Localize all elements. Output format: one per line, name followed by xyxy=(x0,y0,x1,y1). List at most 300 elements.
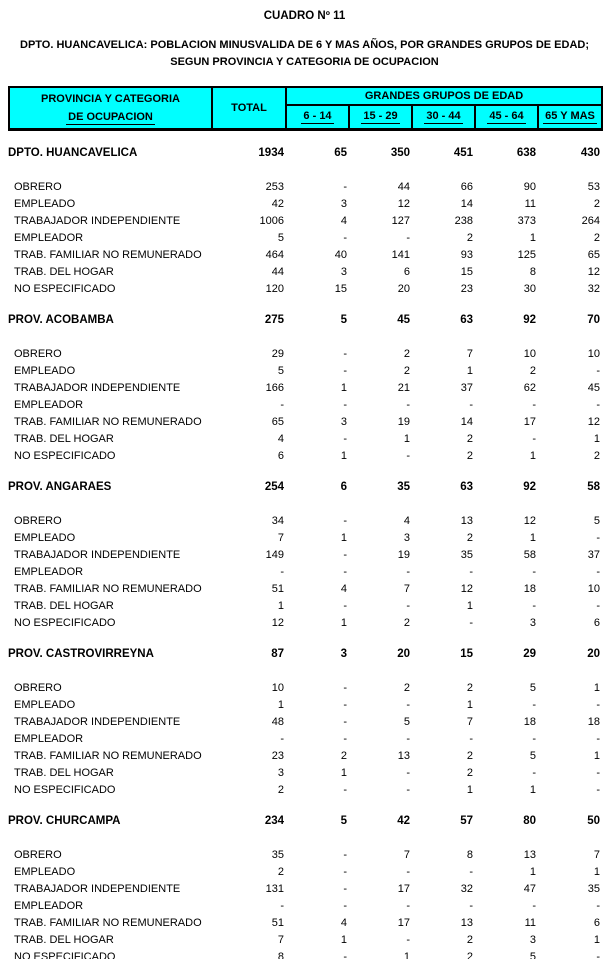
row-value-cell: 47 xyxy=(523,883,536,895)
row-label: NO ESPECIFICADO xyxy=(14,951,116,959)
row-value-cell: - xyxy=(532,433,536,445)
row-value-cell: 1 xyxy=(466,784,473,796)
row-value-cell: 3 xyxy=(529,934,536,946)
table-row xyxy=(8,547,601,564)
block-title-label: PROV. ANGARAES xyxy=(8,481,112,493)
row-value-cell: 1 xyxy=(340,450,347,462)
row-value-cell: 264 xyxy=(581,215,600,227)
row-value-cell: 48 xyxy=(271,716,284,728)
row-value-cell: 3 xyxy=(340,266,347,278)
row-value-cell: 2 xyxy=(403,617,410,629)
row-value-cell: - xyxy=(469,399,473,411)
block-title-row xyxy=(8,646,601,663)
row-value-cell: - xyxy=(406,866,410,878)
row-value-cell: 10 xyxy=(587,583,600,595)
table-row xyxy=(8,179,601,196)
row-value-cell: 1 xyxy=(593,750,600,762)
row-value-cell: 65 xyxy=(271,416,284,428)
row-value-cell: 19 xyxy=(397,416,410,428)
header-cell-age-2 xyxy=(412,105,475,130)
row-value-cell: - xyxy=(343,600,347,612)
row-value-cell: 2 xyxy=(466,532,473,544)
row-value-cell: - xyxy=(343,699,347,711)
row-value-cell: 14 xyxy=(460,416,473,428)
block-title-label: PROV. CHURCAMPA xyxy=(8,815,121,827)
row-value-cell: 45 xyxy=(587,382,600,394)
row-value-cell: 2 xyxy=(340,750,347,762)
row-value-cell: 18 xyxy=(523,716,536,728)
row-value-cell: 90 xyxy=(523,181,536,193)
report-subtitle-line2: SEGUN PROVINCIA Y CATEGORIA DE OCUPACION xyxy=(170,56,439,68)
table-row xyxy=(8,932,601,949)
row-value-cell: 10 xyxy=(271,682,284,694)
row-value-cell: 5 xyxy=(277,365,284,377)
row-value-cell: 7 xyxy=(403,849,410,861)
row-value-cell: - xyxy=(343,399,347,411)
row-label: EMPLEADOR xyxy=(14,733,84,745)
row-value-cell: - xyxy=(596,600,600,612)
row-value-cell: - xyxy=(280,399,284,411)
row-value-cell: 2 xyxy=(277,784,284,796)
row-value-cell: 17 xyxy=(523,416,536,428)
province-block xyxy=(8,646,601,799)
row-value-cell: 12 xyxy=(587,416,600,428)
row-label: EMPLEADOR xyxy=(14,232,84,244)
row-value-cell: 7 xyxy=(277,934,284,946)
table-row xyxy=(8,864,601,881)
block-total-cell: 15 xyxy=(460,648,473,660)
age-group-label: 65 Y MAS xyxy=(545,110,595,122)
row-value-cell: - xyxy=(406,600,410,612)
table-row xyxy=(8,230,601,247)
block-total-cell: 70 xyxy=(587,314,600,326)
row-value-cell: 7 xyxy=(403,583,410,595)
row-value-cell: - xyxy=(343,433,347,445)
block-total-cell: 638 xyxy=(516,147,536,159)
row-value-cell: 1 xyxy=(340,532,347,544)
header-cell-age-0 xyxy=(286,105,349,130)
block-total-cell: 63 xyxy=(460,314,473,326)
row-value-cell: - xyxy=(406,566,410,578)
row-label: OBRERO xyxy=(14,181,62,193)
table-row xyxy=(8,380,601,397)
row-value-cell: 238 xyxy=(454,215,473,227)
block-total-cell: 6 xyxy=(340,481,347,493)
row-value-cell: 5 xyxy=(277,232,284,244)
row-value-cell: - xyxy=(596,900,600,912)
block-total-cell: 65 xyxy=(334,147,347,159)
header-cell-age-1 xyxy=(349,105,412,130)
row-value-cell: 17 xyxy=(397,883,410,895)
row-value-cell: - xyxy=(596,532,600,544)
row-value-cell: 1 xyxy=(466,600,473,612)
row-label: EMPLEADO xyxy=(14,365,76,377)
row-value-cell: 3 xyxy=(340,198,347,210)
table-row xyxy=(8,898,601,915)
table-body xyxy=(8,131,601,959)
row-value-cell: 2 xyxy=(529,365,536,377)
row-value-cell: - xyxy=(406,399,410,411)
block-total-cell: 42 xyxy=(397,815,410,827)
table-row xyxy=(8,414,601,431)
row-value-cell: 2 xyxy=(593,198,600,210)
row-value-cell: 3 xyxy=(277,767,284,779)
row-value-cell: 35 xyxy=(271,849,284,861)
row-value-cell: 2 xyxy=(403,682,410,694)
row-value-cell: 23 xyxy=(460,283,473,295)
row-label: TRAB. DEL HOGAR xyxy=(14,934,114,946)
row-value-cell: - xyxy=(406,934,410,946)
row-value-cell: 44 xyxy=(397,181,410,193)
row-value-cell: - xyxy=(469,617,473,629)
row-value-cell: - xyxy=(469,733,473,745)
block-title-label: PROV. ACOBAMBA xyxy=(8,314,114,326)
row-value-cell: 32 xyxy=(460,883,473,895)
row-value-cell: 13 xyxy=(397,750,410,762)
row-value-cell: 21 xyxy=(397,382,410,394)
row-value-cell: - xyxy=(406,784,410,796)
table-row xyxy=(8,598,601,615)
row-value-cell: - xyxy=(469,566,473,578)
row-value-cell: 18 xyxy=(587,716,600,728)
row-value-cell: - xyxy=(343,733,347,745)
row-value-cell: - xyxy=(596,767,600,779)
row-value-cell: 18 xyxy=(523,583,536,595)
row-value-cell: - xyxy=(406,699,410,711)
block-total-cell: 29 xyxy=(523,648,536,660)
row-value-cell: 5 xyxy=(529,750,536,762)
row-value-cell: 149 xyxy=(265,549,284,561)
row-value-cell: - xyxy=(596,733,600,745)
row-value-cell: 10 xyxy=(587,348,600,360)
block-total-cell: 45 xyxy=(397,314,410,326)
row-label: NO ESPECIFICADO xyxy=(14,617,116,629)
table-row xyxy=(8,346,601,363)
row-label: TRABAJADOR INDEPENDIENTE xyxy=(14,549,181,561)
age-group-label: 30 - 44 xyxy=(426,110,461,122)
row-label: TRABAJADOR INDEPENDIENTE xyxy=(14,382,181,394)
block-total-cell: 58 xyxy=(587,481,600,493)
row-value-cell: 5 xyxy=(529,951,536,959)
row-label: OBRERO xyxy=(14,515,62,527)
block-total-cell: 350 xyxy=(390,147,410,159)
row-value-cell: 66 xyxy=(460,181,473,193)
row-label: EMPLEADOR xyxy=(14,566,84,578)
row-value-cell: - xyxy=(406,450,410,462)
block-total-cell: 234 xyxy=(264,815,284,827)
row-value-cell: 4 xyxy=(277,433,284,445)
row-value-cell: 1 xyxy=(340,934,347,946)
block-total-cell: 5 xyxy=(340,815,347,827)
row-value-cell: 7 xyxy=(466,716,473,728)
row-value-cell: 37 xyxy=(587,549,600,561)
row-value-cell: 17 xyxy=(397,917,410,929)
row-value-cell: - xyxy=(343,951,347,959)
row-value-cell: - xyxy=(343,900,347,912)
row-value-cell: 166 xyxy=(265,382,284,394)
row-value-cell: 2 xyxy=(466,934,473,946)
table-row xyxy=(8,731,601,748)
row-value-cell: - xyxy=(406,232,410,244)
row-value-cell: - xyxy=(343,232,347,244)
header-cell-age-3 xyxy=(475,105,538,130)
block-total-cell: 254 xyxy=(264,481,284,493)
row-value-cell: 7 xyxy=(466,348,473,360)
row-value-cell: - xyxy=(596,699,600,711)
block-spacer xyxy=(8,663,601,680)
block-total-cell: 3 xyxy=(340,648,347,660)
table-row xyxy=(8,247,601,264)
row-value-cell: - xyxy=(596,399,600,411)
row-value-cell: 8 xyxy=(277,951,284,959)
row-value-cell: 141 xyxy=(391,249,410,261)
table-row xyxy=(8,363,601,380)
row-label: TRAB. DEL HOGAR xyxy=(14,266,114,278)
row-value-cell: 13 xyxy=(460,515,473,527)
table-row xyxy=(8,213,601,230)
block-total-cell: 20 xyxy=(587,648,600,660)
row-value-cell: 3 xyxy=(529,617,536,629)
table-row xyxy=(8,530,601,547)
row-value-cell: 12 xyxy=(397,198,410,210)
row-value-cell: - xyxy=(343,866,347,878)
table-row xyxy=(8,697,601,714)
row-label: TRAB. FAMILIAR NO REMUNERADO xyxy=(14,416,202,428)
row-value-cell: 125 xyxy=(517,249,536,261)
row-value-cell: - xyxy=(343,515,347,527)
row-value-cell: 6 xyxy=(403,266,410,278)
row-label: EMPLEADO xyxy=(14,198,76,210)
block-total-cell: 275 xyxy=(264,314,284,326)
row-value-cell: 373 xyxy=(517,215,536,227)
row-value-cell: - xyxy=(469,900,473,912)
row-label: NO ESPECIFICADO xyxy=(14,450,116,462)
block-total-cell: 50 xyxy=(587,815,600,827)
block-title-label: DPTO. HUANCAVELICA xyxy=(8,147,138,159)
table-row xyxy=(8,915,601,932)
block-total-cell: 430 xyxy=(580,147,600,159)
row-value-cell: 1 xyxy=(529,532,536,544)
row-value-cell: 253 xyxy=(265,181,284,193)
row-label: NO ESPECIFICADO xyxy=(14,784,116,796)
block-total-cell: 92 xyxy=(523,481,536,493)
row-value-cell: 7 xyxy=(593,849,600,861)
row-label: EMPLEADO xyxy=(14,532,76,544)
row-value-cell: 2 xyxy=(403,348,410,360)
age-group-label: 15 - 29 xyxy=(363,110,398,122)
block-title-label: PROV. CASTROVIRREYNA xyxy=(8,648,154,660)
block-total-cell: 35 xyxy=(397,481,410,493)
row-value-cell: 1006 xyxy=(259,215,284,227)
table-row xyxy=(8,765,601,782)
header-table xyxy=(8,86,603,131)
row-value-cell: - xyxy=(343,365,347,377)
row-value-cell: - xyxy=(596,784,600,796)
table-row xyxy=(8,513,601,530)
table-row xyxy=(8,281,601,298)
row-value-cell: 12 xyxy=(523,515,536,527)
row-value-cell: 6 xyxy=(277,450,284,462)
row-value-cell: 19 xyxy=(397,549,410,561)
row-value-cell: - xyxy=(343,716,347,728)
row-value-cell: 1 xyxy=(466,365,473,377)
row-label: OBRERO xyxy=(14,682,62,694)
row-value-cell: - xyxy=(532,733,536,745)
row-value-cell: 1 xyxy=(277,699,284,711)
row-value-cell: 1 xyxy=(529,232,536,244)
row-label: TRAB. FAMILIAR NO REMUNERADO xyxy=(14,583,202,595)
row-label: TRAB. DEL HOGAR xyxy=(14,433,114,445)
block-total-cell: 92 xyxy=(523,314,536,326)
row-value-cell: - xyxy=(596,951,600,959)
header-cell-age-4 xyxy=(538,105,602,130)
row-value-cell: - xyxy=(596,365,600,377)
table-row xyxy=(8,264,601,281)
row-value-cell: 2 xyxy=(466,951,473,959)
block-total-cell: 80 xyxy=(523,815,536,827)
block-total-cell: 1934 xyxy=(258,147,284,159)
row-value-cell: 5 xyxy=(403,716,410,728)
row-value-cell: 4 xyxy=(403,515,410,527)
row-value-cell: 127 xyxy=(391,215,410,227)
row-value-cell: - xyxy=(406,733,410,745)
row-value-cell: 58 xyxy=(523,549,536,561)
report-title: CUADRO Nº 11 xyxy=(263,10,346,22)
row-value-cell: - xyxy=(596,566,600,578)
row-value-cell: 37 xyxy=(460,382,473,394)
table-row xyxy=(8,847,601,864)
header-provincia-line1: PROVINCIA Y CATEGORIA xyxy=(41,93,180,105)
block-total-cell: 57 xyxy=(460,815,473,827)
row-value-cell: 1 xyxy=(529,450,536,462)
row-value-cell: 15 xyxy=(460,266,473,278)
row-value-cell: - xyxy=(532,566,536,578)
block-spacer xyxy=(8,496,601,513)
row-value-cell: - xyxy=(280,733,284,745)
table-row xyxy=(8,881,601,898)
table-row xyxy=(8,397,601,414)
row-value-cell: - xyxy=(406,900,410,912)
age-group-label: 45 - 64 xyxy=(489,110,524,122)
row-value-cell: 5 xyxy=(593,515,600,527)
row-value-cell: 4 xyxy=(340,583,347,595)
row-value-cell: 2 xyxy=(593,232,600,244)
table-row xyxy=(8,615,601,632)
row-value-cell: 13 xyxy=(460,917,473,929)
block-title-row xyxy=(8,312,601,329)
row-value-cell: 10 xyxy=(523,348,536,360)
row-value-cell: 2 xyxy=(593,450,600,462)
row-value-cell: 12 xyxy=(587,266,600,278)
row-value-cell: 3 xyxy=(340,416,347,428)
report-subtitle-line1: DPTO. HUANCAVELICA: POBLACION MINUSVALIDA DE 6 Y MAS AÑOS, POR GRANDES GRUPOS DE EDAD; xyxy=(20,39,589,51)
row-value-cell: 1 xyxy=(593,433,600,445)
row-label: OBRERO xyxy=(14,348,62,360)
block-title-row xyxy=(8,479,601,496)
block-title-row xyxy=(8,145,601,162)
row-value-cell: - xyxy=(343,849,347,861)
table-row xyxy=(8,448,601,465)
row-value-cell: 2 xyxy=(466,682,473,694)
row-value-cell: 44 xyxy=(271,266,284,278)
row-value-cell: 29 xyxy=(271,348,284,360)
row-label: TRABAJADOR INDEPENDIENTE xyxy=(14,215,181,227)
row-value-cell: - xyxy=(469,866,473,878)
row-value-cell: 1 xyxy=(529,866,536,878)
row-value-cell: 120 xyxy=(265,283,284,295)
province-block xyxy=(8,479,601,632)
row-label: EMPLEADO xyxy=(14,866,76,878)
block-spacer xyxy=(8,329,601,346)
row-value-cell: 35 xyxy=(587,883,600,895)
row-value-cell: - xyxy=(280,900,284,912)
row-value-cell: - xyxy=(532,699,536,711)
row-label: TRAB. FAMILIAR NO REMUNERADO xyxy=(14,750,202,762)
row-value-cell: 1 xyxy=(593,682,600,694)
row-value-cell: - xyxy=(280,566,284,578)
table-row xyxy=(8,581,601,598)
row-value-cell: 1 xyxy=(340,617,347,629)
row-value-cell: - xyxy=(406,767,410,779)
row-label: TRAB. FAMILIAR NO REMUNERADO xyxy=(14,249,202,261)
block-total-cell: 87 xyxy=(271,648,284,660)
row-value-cell: 13 xyxy=(523,849,536,861)
row-value-cell: 1 xyxy=(529,784,536,796)
row-value-cell: - xyxy=(343,566,347,578)
row-value-cell: - xyxy=(532,399,536,411)
block-spacer xyxy=(8,830,601,847)
row-value-cell: 51 xyxy=(271,917,284,929)
row-value-cell: - xyxy=(532,900,536,912)
block-total-cell: 20 xyxy=(397,648,410,660)
row-value-cell: - xyxy=(532,600,536,612)
row-value-cell: 2 xyxy=(403,365,410,377)
row-value-cell: 464 xyxy=(265,249,284,261)
row-label: OBRERO xyxy=(14,849,62,861)
row-label: EMPLEADO xyxy=(14,699,76,711)
row-value-cell: 1 xyxy=(403,951,410,959)
row-value-cell: 6 xyxy=(593,617,600,629)
row-value-cell: 14 xyxy=(460,198,473,210)
row-value-cell: 30 xyxy=(523,283,536,295)
row-value-cell: - xyxy=(343,181,347,193)
row-label: TRABAJADOR INDEPENDIENTE xyxy=(14,716,181,728)
row-value-cell: 34 xyxy=(271,515,284,527)
row-value-cell: - xyxy=(343,784,347,796)
row-value-cell: 5 xyxy=(529,682,536,694)
row-value-cell: 40 xyxy=(334,249,347,261)
row-value-cell: 65 xyxy=(587,249,600,261)
row-label: TRAB. FAMILIAR NO REMUNERADO xyxy=(14,917,202,929)
row-value-cell: - xyxy=(343,682,347,694)
row-value-cell: - xyxy=(343,348,347,360)
row-value-cell: - xyxy=(343,549,347,561)
row-value-cell: 1 xyxy=(466,699,473,711)
row-label: EMPLEADOR xyxy=(14,399,84,411)
row-value-cell: 1 xyxy=(340,767,347,779)
table-row xyxy=(8,714,601,731)
row-value-cell: 11 xyxy=(524,198,536,210)
row-value-cell: - xyxy=(532,767,536,779)
block-total-cell: 5 xyxy=(340,314,347,326)
row-label: TRAB. DEL HOGAR xyxy=(14,767,114,779)
table-row xyxy=(8,431,601,448)
header-cell-total: TOTAL xyxy=(212,87,286,130)
row-value-cell: 8 xyxy=(466,849,473,861)
row-value-cell: 1 xyxy=(593,934,600,946)
row-value-cell: 62 xyxy=(523,382,536,394)
row-value-cell: 1 xyxy=(593,866,600,878)
